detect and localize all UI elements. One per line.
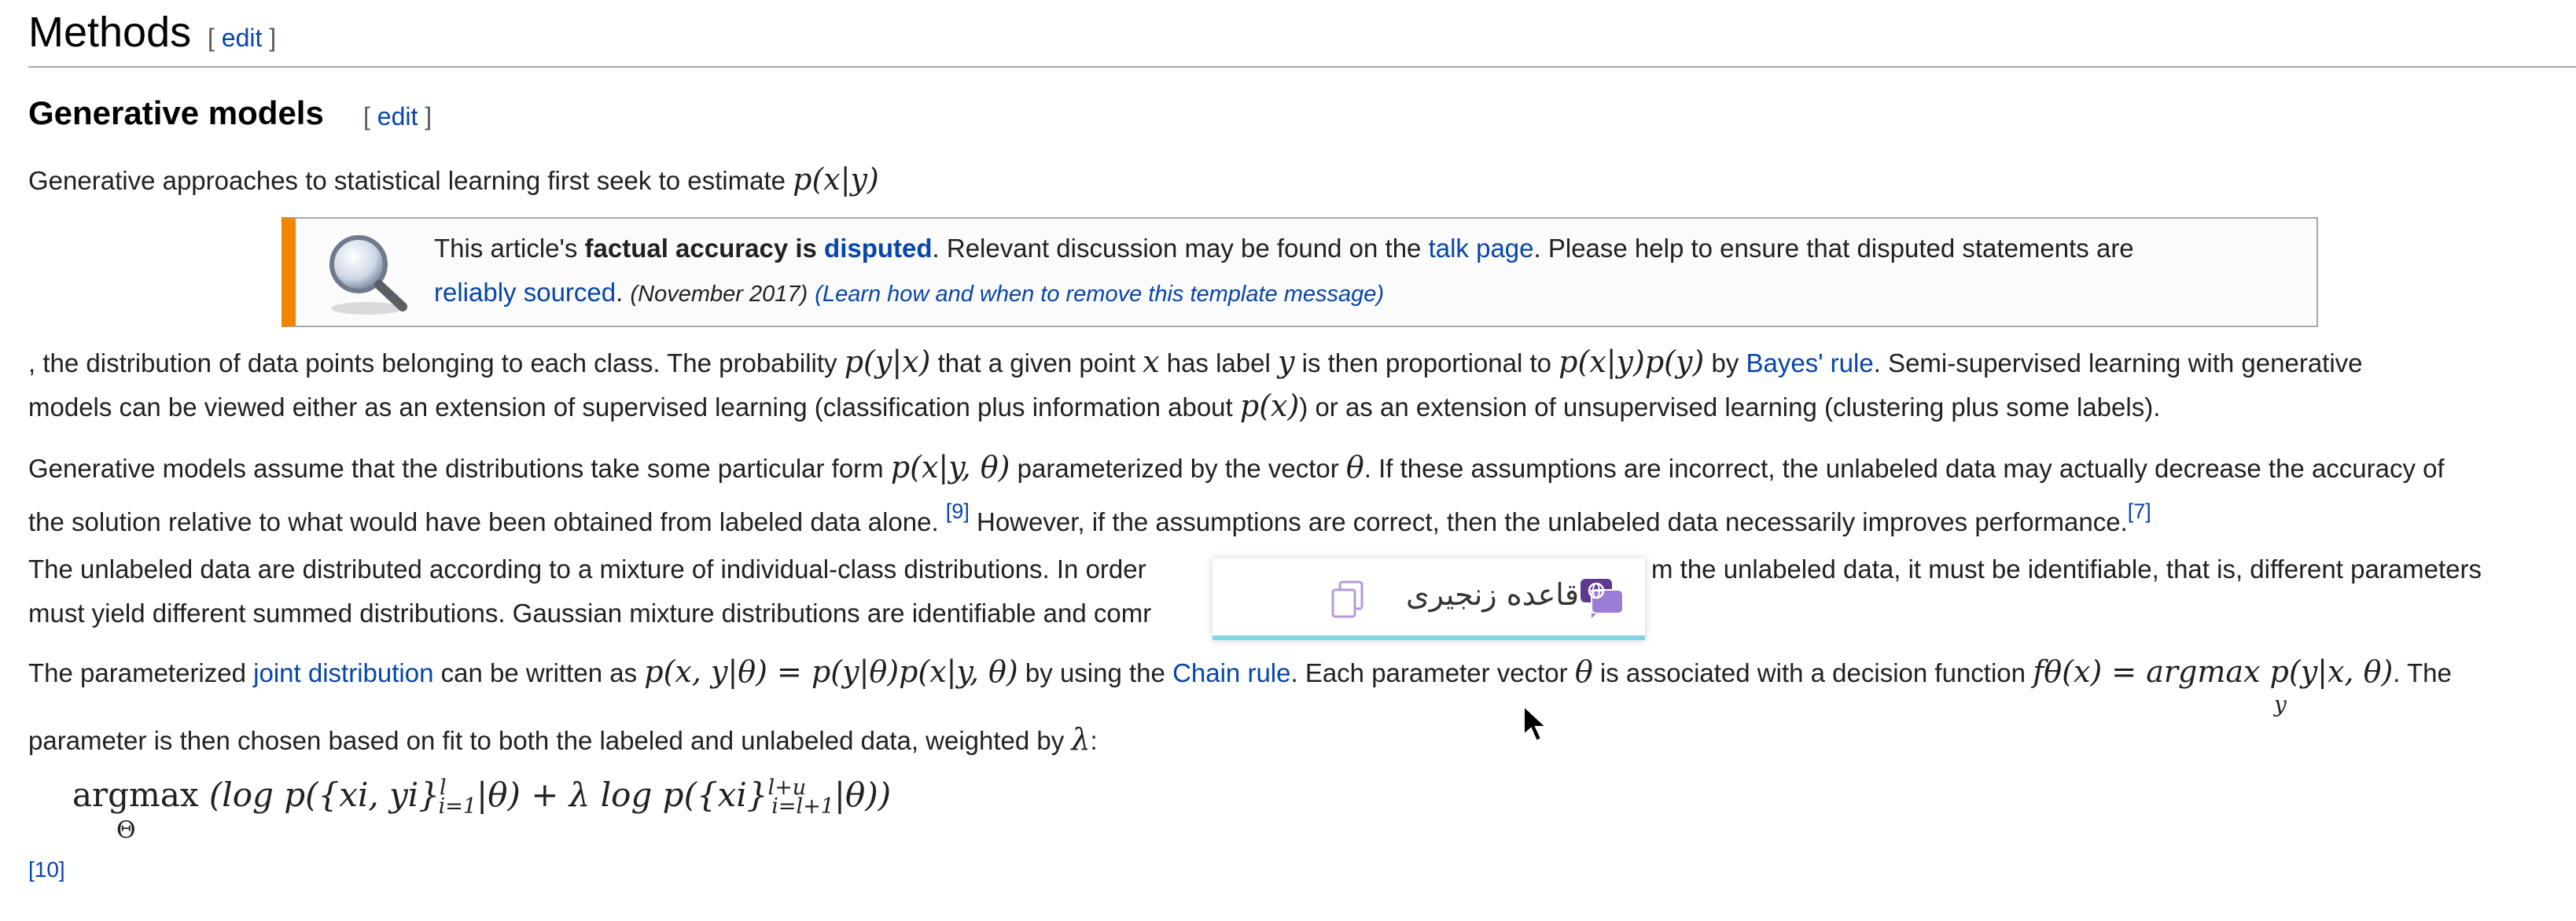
chain-rule-link[interactable]: Chain rule xyxy=(1172,658,1291,687)
citation-10[interactable]: [10] xyxy=(28,857,65,882)
notice-text: This article's factual accuracy is disputed. Relevant discussion may be found on the talk page. Please help to ensure that disputed statements are reliably sourced. (November 2017) (Learn how and when to remove this template message) xyxy=(434,234,2134,307)
reliably-sourced-link[interactable]: reliably sourced xyxy=(434,278,616,307)
paragraph-2-line-1: Generative models assume that the distributions take some particular form p(x|y, θ) parameterized by the vector θ. If these assumptions are incorrect, the unlabeled data may actually decrease the accuracy of xyxy=(28,450,2445,484)
paragraph-4-line-2: parameter is then chosen based on fit to both the labeled and unlabeled data, weighted by λ: xyxy=(28,722,1098,757)
subsection-edit-link[interactable]: [ edit ] xyxy=(363,102,432,131)
mouse-cursor-icon xyxy=(1522,705,1549,742)
edit-link[interactable]: edit xyxy=(221,24,263,52)
decision-function-formula: fθ(x) = argmax p(y|x, θ) xyxy=(2033,654,2394,689)
citation-9[interactable]: [9] xyxy=(945,499,970,523)
paragraph-3-line-1: The unlabeled data are distributed according to a mixture of individual-class distributions. In order xyxy=(28,554,1146,584)
paragraph-2-line-2: the solution relative to what would have been obtained from labeled data alone. [9] However, if the assumptions are correct, then the unlabeled data necessarily improves performance.[7] xyxy=(28,499,2151,536)
paragraph-1-line-2: models can be viewed either as an extension of supervised learning (classification plus information about p(x)) or as an extension of unsupervised learning (clustering plus some labels). xyxy=(28,389,2161,423)
learn-template-link[interactable]: (Learn how and when to remove this template message) xyxy=(815,282,1385,307)
translated-text: قاعده زنجیری xyxy=(1406,577,1579,612)
display-equation: argmax Θ (log p({xi, yi}$^l_{i=1}$|θ) + λ log p({xi}$^{l+u}_{i=l+1}$|θ)) xyxy=(72,775,892,844)
argmax-subscript: y xyxy=(2274,691,2287,717)
disputed-link[interactable]: disputed xyxy=(824,234,933,263)
translation-popup[interactable] xyxy=(1213,558,1645,640)
paragraph-3-line-2: must yield different summed distributions. Gaussian mixture distributions are identifiable and comr xyxy=(28,599,1152,628)
edit-link[interactable]: edit xyxy=(377,102,418,131)
paragraph-1-line-1: , the distribution of data points belonging to each class. The probability p(y|x) that a given point x has label y is then proportional to p(x|y)p(y) by Bayes' rule. Semi-supervised learning with generative xyxy=(28,344,2363,379)
translator-logo-icon[interactable] xyxy=(1579,576,1626,620)
copy-icon[interactable] xyxy=(1329,579,1367,620)
section-heading-methods xyxy=(28,5,2576,68)
subsection-title: Generative models xyxy=(28,94,324,131)
section-edit-link[interactable]: [ edit ] xyxy=(208,24,277,52)
magnifier-icon xyxy=(324,231,410,316)
citation-7[interactable]: [7] xyxy=(2127,499,2151,523)
paragraph-3-line-1-tail: m the unlabeled data, it must be identifiable, that is, different parameters xyxy=(1651,554,2482,584)
bayes-rule-link[interactable]: Bayes' rule xyxy=(1746,348,1874,378)
paragraph-4-line-1: The parameterized joint distribution can be written as p(x, y|θ) = p(y|θ)p(x|y, θ) by using the Chain rule. Each parameter vector θ is associated with a decision function fθ(x) = argmax p(y|x, θ). The xyxy=(28,654,2452,689)
section-title: Methods xyxy=(28,9,192,56)
intro-paragraph: Generative approaches to statistical learning first seek to estimate p(x|y) xyxy=(28,162,879,197)
joint-distribution-link[interactable]: joint distribution xyxy=(253,658,434,687)
disputed-notice-box xyxy=(282,217,2318,327)
math-formula: p(x|y) xyxy=(793,162,879,197)
talk-page-link[interactable]: talk page xyxy=(1428,234,1534,263)
